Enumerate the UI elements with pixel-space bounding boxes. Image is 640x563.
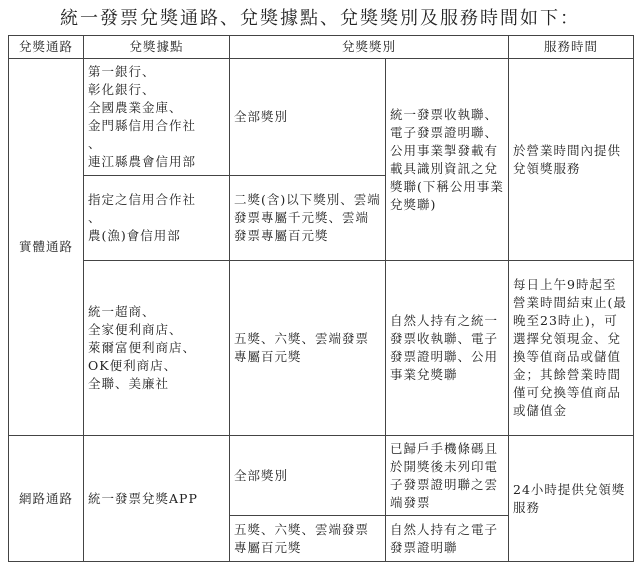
redemption-table bbox=[8, 35, 634, 562]
service-hours: 每日上午9時起至營業時間結束止(最晚至23時止)，可選擇兌領現金、兌換等值商品或儲值金；其餘營業時間僅可兌換等值商品或儲值金 bbox=[509, 261, 634, 436]
location-banks: 第一銀行、 彰化銀行、 全國農業金庫、 金門縣信用合作社 、 連江縣農會信用部 bbox=[84, 59, 230, 176]
prize-second-below: 二獎(含)以下獎別、雲端發票專屬千元獎、雲端發票專屬百元獎 bbox=[230, 176, 386, 261]
channel-physical: 實體通路 bbox=[9, 59, 84, 436]
header-prize: 兌獎獎別 bbox=[230, 36, 509, 59]
service-hours: 於營業時間內提供兌領獎服務 bbox=[509, 59, 634, 261]
header-row bbox=[9, 36, 634, 59]
page-title: 統一發票兌獎通路、兌獎據點、兌獎獎別及服務時間如下： bbox=[60, 8, 580, 29]
table-row bbox=[9, 261, 634, 436]
header-channel: 兌獎通路 bbox=[9, 36, 84, 59]
location-stores: 統一超商、 全家便利商店、 萊爾富便利商店、 OK便利商店、 全聯、美廉社 bbox=[84, 261, 230, 436]
location-coops: 指定之信用合作社 、 農(漁)會信用部 bbox=[84, 176, 230, 261]
invoice-type: 統一發票收執聯、電子發票證明聯、公用事業掣發載有載具識別資訊之兌獎聯(下稱公用事業兌獎聯) bbox=[386, 59, 509, 261]
prize-all: 全部獎別 bbox=[230, 436, 386, 516]
prize-all: 全部獎別 bbox=[230, 59, 386, 176]
prize-fifth-sixth: 五獎、六獎、雲端發票專屬百元獎 bbox=[230, 261, 386, 436]
invoice-type: 自然人持有之電子發票證明聯 bbox=[386, 516, 509, 562]
invoice-type: 自然人持有之統一發票收執聯、電子發票證明聯、公用事業兌獎聯 bbox=[386, 261, 509, 436]
header-hours: 服務時間 bbox=[509, 36, 634, 59]
location-app: 統一發票兌獎APP bbox=[84, 436, 230, 562]
prize-fifth-sixth: 五獎、六獎、雲端發票專屬百元獎 bbox=[230, 516, 386, 562]
invoice-type: 已歸戶手機條碼且於開獎後未列印電子發票證明聯之雲端發票 bbox=[386, 436, 509, 516]
header-location: 兌獎據點 bbox=[84, 36, 230, 59]
table-row bbox=[9, 59, 634, 176]
table-row bbox=[9, 436, 634, 516]
service-hours: 24小時提供兌領獎服務 bbox=[509, 436, 634, 562]
channel-online: 網路通路 bbox=[9, 436, 84, 562]
